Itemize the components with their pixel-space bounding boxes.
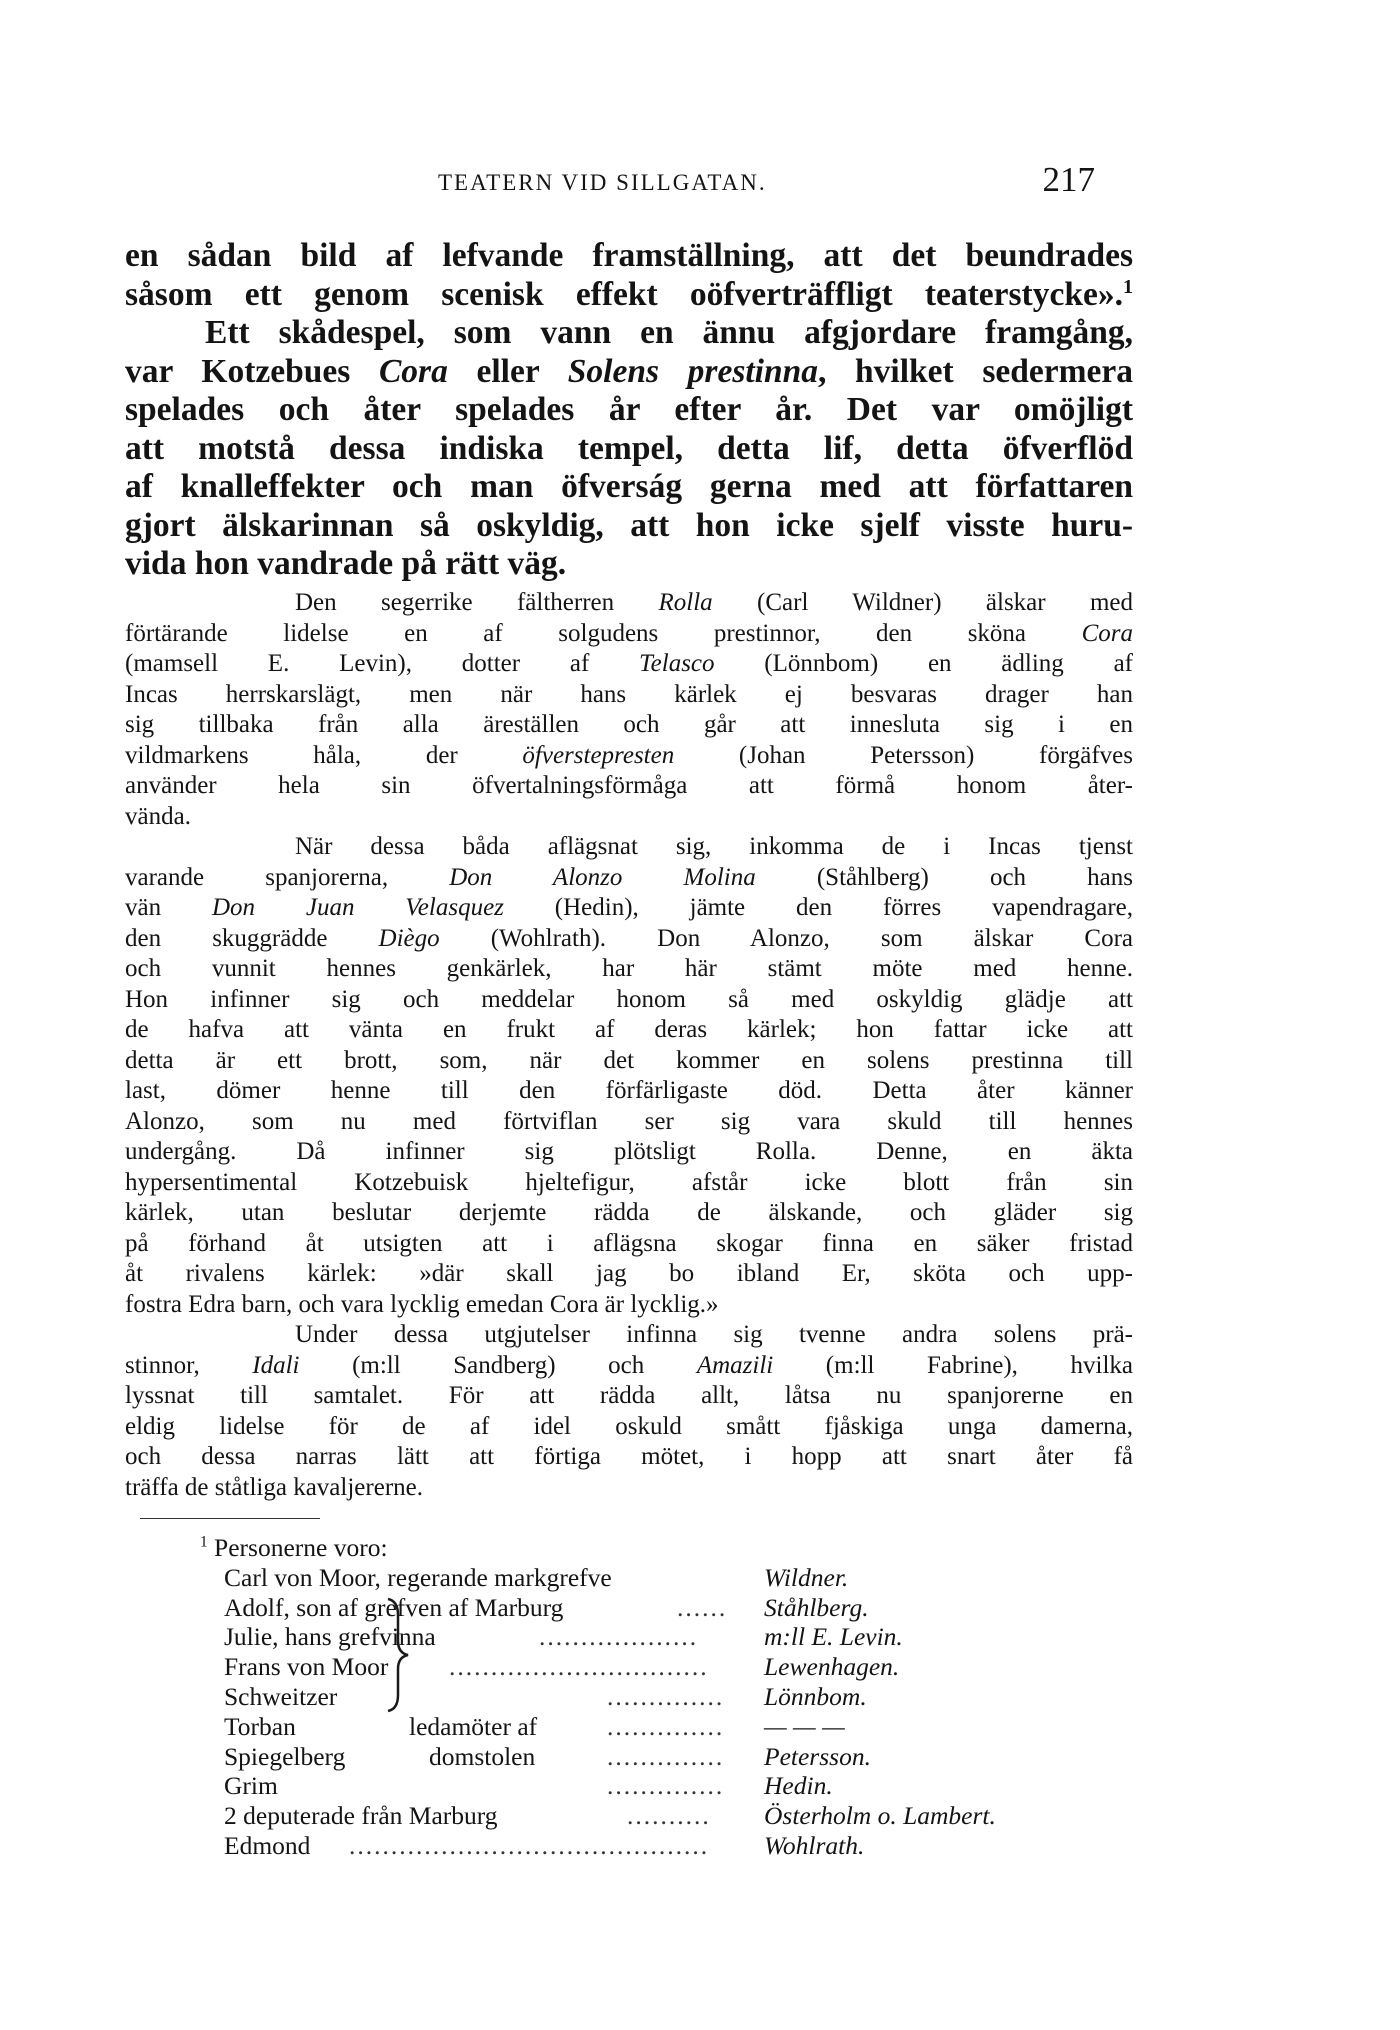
text-segment: (Ståhlberg) och hans [755,863,1134,891]
cast-role: Edmond [224,1830,311,1860]
text-line: eldig lidelse för de af idel oskuld smått fjåskiga unga damerna, [125,1412,1133,1440]
character-name: Cora [1081,619,1133,647]
cast-actor: Wohlrath. [764,1830,865,1860]
text-segment: varande spanjorerna, [125,863,450,891]
text-line: undergång. Då infinner sig plötsligt Rolla. Denne, en äkta [125,1138,1133,1165]
character-name: Diègo [378,924,440,952]
play-title: Cora [378,352,448,390]
text-line: på förhand åt utsigten att i aflägsna skogar finna en säker fristad [125,1229,1133,1257]
character-name: Idali [252,1351,300,1379]
text-line [125,353,1133,392]
cast-actor: Petersson. [764,1741,871,1771]
text-segment: förtärande lidelse en af solgudens prestinnor, den sköna [125,619,1082,647]
cast-actor: Österholm o. Lambert. [764,1801,996,1831]
character-name: Amazili [696,1351,774,1379]
cast-role: Julie, hans grefvinna [224,1622,436,1652]
footnote-divider [140,1518,320,1519]
text-line: Under dessa utgjutelser infinna sig tvenne andra solens prä- [295,1321,1133,1348]
cast-row [224,1563,1104,1593]
cast-role: Torban [224,1711,296,1741]
character-name: Telasco [639,650,715,677]
text-line: sig tillbaka från alla äreställen och går att innesluta sig i en [125,711,1133,738]
text-segment: (Carl Wildner) älskar med [712,589,1133,616]
leader-dots: ............................... [449,1652,709,1682]
cast-role: Carl von Moor, regerande markgrefve [224,1562,612,1592]
text-line: hypersentimental Kotzebuisk hjeltefigur, afstår icke blott från sin [125,1168,1133,1196]
text-line: lyssnat till samtalet. För att rädda allt, låtsa nu spanjorerne en [125,1382,1133,1409]
leader-dots: .............. [607,1741,725,1771]
cast-row [224,1652,1104,1682]
text-line: kärlek, utan beslutar derjemte rädda de älskande, och gläder sig [125,1199,1133,1226]
cast-role: Spiegelberg [224,1741,346,1771]
leader-dots: .............. [607,1771,725,1801]
text-line: Incas herrskarslägt, men när hans kärlek ej besvaras drager han [125,680,1133,708]
text-line: vända. [125,802,191,830]
cast-role: Adolf, son af grefven af Marburg [224,1592,564,1622]
text-segment: (Johan Petersson) förgäfves [674,741,1133,769]
text-segment: vildmarkens håla, der [125,741,523,769]
text-line: en sådan bild af lefvande framställning, att det beundrades [125,237,1133,274]
body-text-small [125,588,1133,1503]
text-line: detta är ett brott, som, när det kommer en solens prestinna till [125,1046,1133,1074]
cast-actor: Wildner. [764,1562,849,1592]
cast-role: 2 deputerade från Marburg [224,1801,498,1831]
character-name: öfverstepresten [522,741,675,769]
cast-actor: Lönnbom. [764,1681,867,1711]
play-title: Solens prestinna [567,352,818,390]
running-head [125,160,1095,206]
text-line: vida hon vandrade på rätt väg. [125,545,567,582]
text-line [125,588,1133,619]
cast-row [224,1771,1104,1801]
text-segment: den skuggrädde [125,924,379,952]
footnote-title: Personerne voro: [214,1533,388,1562]
text-line [125,741,1133,772]
text-segment: eller [447,352,568,390]
text-line [125,893,1133,924]
footnote [200,1533,1100,1860]
text-line [125,649,1133,680]
text-line: träffa de ståtliga kavaljererne. [125,1473,423,1501]
leader-dots: .......... [627,1801,711,1831]
text-line [125,619,1133,650]
text-line: Ett skådespel, som vann en ännu afgjordare framgång, [205,314,1133,351]
leader-dots: .............. [607,1681,725,1711]
cast-role: Schweitzer [224,1681,338,1711]
text-line [125,924,1133,955]
leader-dots: ...... [677,1592,728,1622]
cast-row [224,1622,1104,1652]
text-line [125,1351,1133,1382]
character-name: Don Alonzo Molina [449,863,756,891]
text-segment: (Lönnbom) en ädling af [714,650,1133,677]
text-segment: , hvilket sedermera [817,352,1133,390]
brace-icon [384,1597,414,1713]
text-segment: vän [125,894,212,921]
text-line [125,863,1133,894]
cast-role: Grim [224,1771,278,1801]
text-segment: (Wohlrath). Don Alonzo, som älskar Cora [439,924,1133,952]
text-line: använder hela sin öfvertalningsförmåga att förmå honom åter- [125,772,1133,799]
cast-row [224,1801,1104,1831]
cast-actor: — — — [764,1711,845,1741]
text-line: och vunnit hennes genkärlek, har här stämt möte med henne. [125,955,1133,982]
cast-row [224,1712,1104,1742]
text-segment: stinnor, [125,1351,253,1379]
cast-list [224,1563,1104,1861]
cast-row [224,1831,1104,1861]
text-line: och dessa narras lätt att förtiga mötet, i hopp att snart åter få [125,1443,1133,1470]
cast-role: Frans von Moor [224,1652,389,1682]
text-line: spelades och åter spelades år efter år. Det var omöjligt [125,391,1133,428]
text-segment: (m:ll Fabrine), hvilka [773,1351,1133,1379]
leader-dots: ................... [539,1622,699,1652]
footnote-reference: 1 [1122,275,1133,298]
page-number: 217 [1042,160,1095,199]
text-segment: (m:ll Sandberg) och [299,1351,697,1379]
text-line: de hafva att vänta en frukt af deras kärlek; hon fattar icke att [125,1016,1133,1043]
body-text-large [125,237,1133,584]
text-line: Alonzo, som nu med förtviflan ser sig vara skuld till hennes [125,1107,1133,1135]
text-line: af knalleffekter och man öfverság gerna med att författaren [125,468,1133,505]
text-line: gjort älskarinnan så oskyldig, att hon icke sjelf visste huru- [125,506,1133,544]
text-segment: (mamsell E. Levin), dotter af [125,650,640,677]
text-line: att motstå dessa indiska tempel, detta lif, detta öfverflöd [125,429,1133,467]
cast-row [224,1593,1104,1623]
text-line: När dessa båda aflägsnat sig, inkomma de i Incas tjenst [295,833,1133,860]
leader-dots: .............. [607,1711,725,1741]
text-segment: (Hedin), jämte den förres vapendragare, [503,894,1133,921]
cast-actor: m:ll E. Levin. [764,1622,903,1652]
footnote-heading [200,1533,1100,1563]
text-segment: var Kotzebues [125,352,379,390]
text-line: fostra Edra barn, och vara lycklig emedan Cora är lycklig.» [125,1290,719,1318]
cast-row [224,1742,1104,1772]
character-name: Don Juan Velasquez [211,894,504,921]
text-line: åt rivalens kärlek: »där skall jag bo ibland Er, sköta och upp- [125,1260,1133,1287]
cast-actor: Ståhlberg. [764,1592,869,1622]
character-name: Rolla [658,589,713,616]
group-label: ledamöter af [409,1711,538,1741]
cast-actor: Lewenhagen. [764,1652,900,1682]
running-title: TEATERN VID SILLGATAN. [438,170,767,195]
text-segment: såsom ett genom scenisk effekt oöfverträffligt teaterstycke». [125,275,1123,313]
cast-row [224,1682,1104,1712]
text-line: last, dömer henne till den förfärligaste död. Detta åter känner [125,1077,1133,1104]
group-label: domstolen [429,1741,536,1771]
footnote-marker: 1 [200,1533,208,1551]
cast-actor: Hedin. [764,1771,833,1801]
text-line [125,276,1133,315]
leader-dots: ........................................... [349,1830,710,1860]
text-segment: Den segerrike fältherren [295,589,659,616]
text-line: Hon infinner sig och meddelar honom så med oskyldig glädje att [125,985,1133,1013]
